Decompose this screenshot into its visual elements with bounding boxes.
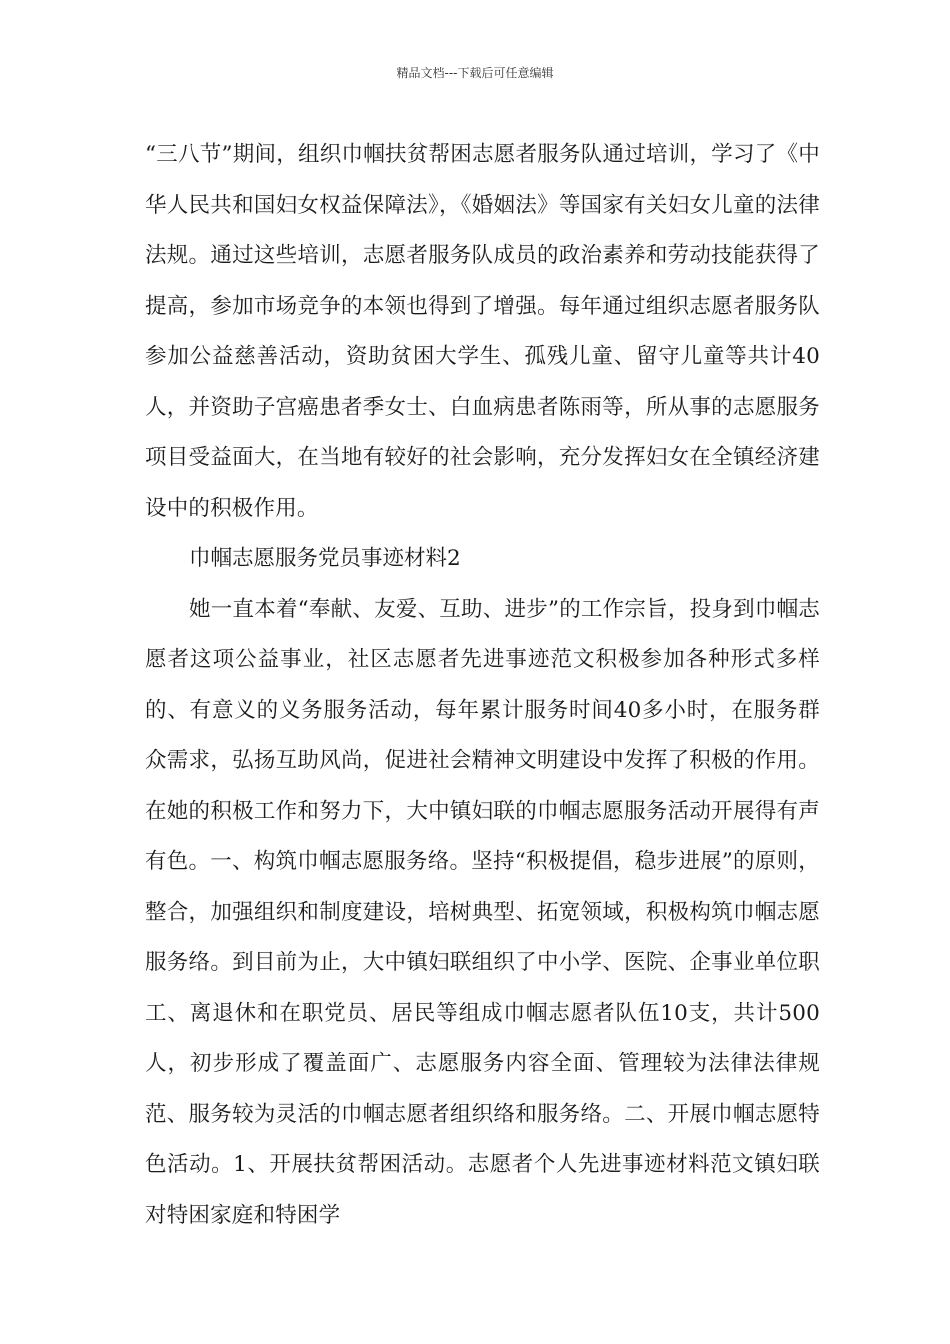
paragraph-continued: “三八节”期间，组织巾帼扶贫帮困志愿者服务队通过培训，学习了《中华人民共和国妇女权益保障法》，《婚姻法》等国家有关妇女儿童的法律法规。通过这些培训，志愿者服务队成员的政治素养和劳动技能获得了提高，参加市场竞争的本领也得到了增强。每年通过组织志愿者服务队参加公益慈善活动，资助贫困大学生、孤残儿童、留守儿童等共计40人，并资助子宫癌患者季女士、白血病患者陈雨等，所从事的志愿服务项目受益面大，在当地有较好的社会影响，充分发挥妇女在全镇经济建设中的积极作用。 — [145, 142, 820, 521]
section-paragraph: 她一直本着“奉献、友爱、互助、进步”的工作宗旨，投身到巾帼志愿者这项公益事业，社区志愿者先进事迹范文积极参加各种形式多样的、有意义的义务服务活动，每年累计服务时间40多小时，在服务群众需求，弘扬互助风尚，促进社会精神文明建设中发挥了积极的作用。在她的积极工作和努力下，大中镇妇联的巾帼志愿服务活动开展得有声有色。一、构筑巾帼志愿服务络。坚持“积极提倡，稳步进展”的原则，整合，加强组织和制度建设，培树典型、拓宽领域，积极构筑巾帼志愿服务络。到目前为止，大中镇妇联组织了中小学、医院、企事业单位职工、离退休和在职党员、居民等组成巾帼志愿者队伍10支，共计500人，初步形成了覆盖面广、志愿服务内容全面、管理较为法律法律规范、服务较为灵活的巾帼志愿者组织络和服务络。二、开展巾帼志愿特色活动。1、开展扶贫帮困活动。志愿者个人先进事迹材料范文镇妇联对特困家庭和特困学 — [145, 596, 820, 1228]
page-header: 精品文档---下载后可任意编辑 — [396, 66, 554, 80]
section-title: 巾帼志愿服务党员事迹材料2 — [189, 546, 461, 571]
document-body — [145, 130, 820, 1241]
